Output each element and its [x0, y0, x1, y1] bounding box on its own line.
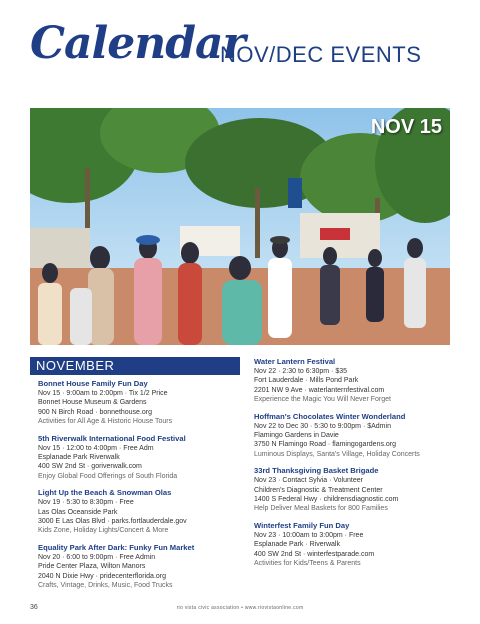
event-date-line: Nov 19 · 5:30 to 8:30pm · Free: [38, 499, 134, 507]
event-item: [254, 412, 454, 460]
event-title: Light Up the Beach & Snowman Olas: [38, 488, 172, 498]
right-column: [254, 357, 454, 576]
event-item: [254, 466, 454, 514]
event-description: Activities for Kids/Teens & Parents: [254, 560, 361, 568]
event-address-line: 400 SW 2nd St · winterfestparade.com: [254, 550, 375, 558]
event-venue-line: Pride Center Plaza, Wilton Manors: [38, 563, 146, 571]
event-item: [30, 379, 240, 427]
event-venue-line: Bonnet House Museum & Gardens: [38, 399, 147, 407]
event-title: Equality Park After Dark: Funky Fun Market: [38, 542, 195, 552]
event-venue-line: Las Olas Oceanside Park: [38, 508, 118, 516]
festival-photo-illustration: [30, 108, 450, 345]
page-header: [30, 18, 460, 88]
event-description: Activities for All Age & Historic House Tours: [38, 418, 173, 426]
event-address-line: 2040 N Dixie Hwy · pridecenterflorida.org: [38, 572, 166, 580]
event-address-line: 400 SW 2nd St · goriverwalk.com: [38, 463, 142, 471]
event-address-line: 3000 E Las Olas Blvd · parks.fortlauderdale.gov: [38, 518, 187, 526]
calendar-script-title: Calendar: [30, 18, 245, 69]
festival-photo: [30, 108, 450, 345]
event-title: Winterfest Family Fun Day: [254, 520, 350, 530]
event-title: Water Lantern Festival: [254, 357, 336, 366]
event-date-line: Nov 22 · 2:30 to 6:30pm · $35: [254, 368, 347, 375]
november-heading: NOVEMBER: [30, 357, 240, 375]
event-description: Enjoy Global Food Offerings of South Florida: [38, 472, 178, 480]
event-item: [30, 488, 240, 536]
event-address-line: 2201 NW 9 Ave · waterlanternfestival.com: [254, 386, 385, 394]
event-title: Bonnet House Family Fun Day: [38, 379, 148, 388]
event-date-line: Nov 15 · 12:00 to 4:00pm · Free Adm: [38, 444, 154, 452]
page-footer: [30, 604, 450, 616]
event-address-line: 900 N Birch Road · bonnethouse.org: [38, 408, 153, 416]
event-title: Hoffman's Chocolates Winter Wonderland: [254, 411, 406, 421]
event-address-line: 1400 S Federal Hwy · childrensdiagnostic.com: [254, 496, 399, 504]
event-title: 5th Riverwalk International Food Festival: [38, 433, 186, 443]
event-description: Experience the Magic You Will Never Forget: [254, 396, 391, 404]
event-date-line: Nov 15 · 9:00am to 2:00pm · Tix 1/2 Price: [38, 390, 168, 397]
event-item: [254, 357, 454, 405]
event-item: [30, 543, 240, 591]
date-badge: NOV 15: [370, 116, 442, 138]
event-item: [254, 521, 454, 569]
event-venue-line: Flamingo Gardens in Davie: [254, 432, 339, 440]
event-date-line: Nov 20 · 6:00 to 9:00pm · Free Admin: [38, 553, 156, 561]
event-description: Crafts, Vintage, Drinks, Music, Food Trucks: [38, 582, 173, 590]
event-venue-line: Esplanade Park Riverwalk: [38, 454, 120, 462]
event-date-line: Nov 22 to Dec 30 · 5:30 to 9:00pm · $Admin: [254, 422, 391, 430]
november-column: [30, 357, 240, 598]
publication-line[interactable]: rio vista civic association • www.riovistaonline.com: [176, 605, 304, 611]
event-description: Help Deliver Meal Baskets for 800 Families: [254, 505, 388, 513]
page-number: 36: [30, 604, 38, 611]
event-item: [30, 434, 240, 482]
event-description: Kids Zone, Holiday Lights/Concert & More: [38, 527, 169, 535]
event-date-line: Nov 23 · Contact Sylvia · Volunteer: [254, 477, 363, 485]
event-description: Luminous Displays, Santa's Village, Holiday Concerts: [254, 450, 420, 458]
event-address-line: 3750 N Flamingo Road · flamingogardens.org: [254, 441, 397, 449]
event-venue-line: Esplanade Park · Riverwalk: [254, 541, 340, 549]
event-date-line: Nov 23 · 10:00am to 3:00pm · Free: [254, 531, 364, 539]
event-venue-line: Fort Lauderdale · Mills Pond Park: [254, 377, 359, 385]
event-title: 33rd Thanksgiving Basket Brigade: [254, 466, 379, 476]
nov-dec-events-subtitle: NOV/DEC EVENTS: [220, 42, 422, 67]
event-venue-line: Children's Diagnostic & Treatment Center: [254, 486, 383, 494]
